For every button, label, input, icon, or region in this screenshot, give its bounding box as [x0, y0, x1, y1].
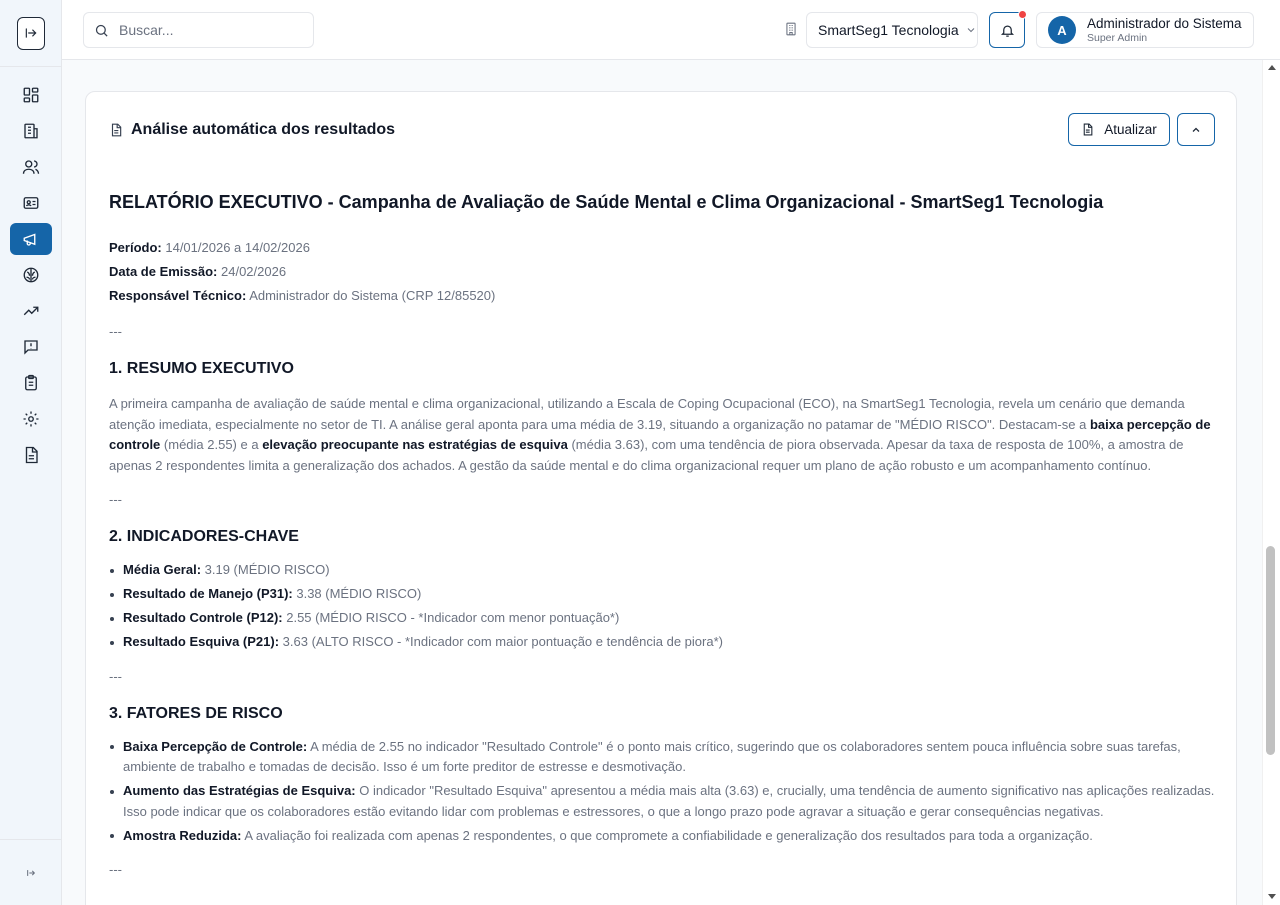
message-alert-icon [22, 338, 40, 356]
analysis-card [85, 91, 1237, 905]
item-label: Resultado Esquiva (P21): [123, 634, 280, 649]
text-run: (média 2.55) e a [160, 437, 263, 452]
item-label: Média Geral: [123, 562, 202, 577]
chevron-down-icon [965, 24, 977, 36]
summary-paragraph [109, 394, 1215, 476]
sidebar-expand-button[interactable] [17, 17, 45, 50]
sidebar-item-companies[interactable] [10, 115, 52, 147]
building-icon [784, 21, 798, 37]
list-item [109, 632, 1215, 653]
item-text: A média de 2.55 no indicador "Resultado Controle" é o ponto mais crítico, sugerindo que os colaboradores sentem pouca influência sobre suas tarefas, ambiente de trabalho e tomadas de decisão. Isso é um forte preditor de estresse e desmotivação. [123, 738, 1181, 774]
company-name: SmartSeg1 Tecnologia [818, 22, 959, 38]
meta-technical-lead [109, 284, 1215, 308]
indicators-list [109, 560, 1215, 653]
list-item [109, 608, 1215, 629]
search-box[interactable] [83, 12, 314, 48]
emphasis: elevação preocupante nas estratégias de esquiva [262, 437, 568, 452]
chevron-up-icon [1190, 124, 1202, 136]
meta-value: 14/01/2026 a 14/02/2026 [165, 240, 310, 255]
sidebar-item-complaints[interactable] [10, 331, 52, 363]
collapse-button[interactable] [1177, 113, 1215, 146]
report-content [109, 189, 1215, 880]
item-text: O indicador "Resultado Esquiva" apresentou a média mais alta (3.63) e, crucially, uma tendência de aumento significativo nas aplicações realizadas. Isso pode indicar que os colaboradores estão evitando lidar com problemas e estressores, o que a longo prazo pode agravar a situação e gerar consequências negativas. [123, 783, 1215, 819]
search-input[interactable] [119, 22, 299, 38]
sidebar-header [0, 0, 61, 67]
file-text-icon [22, 446, 40, 464]
item-label: Resultado de Manejo (P31): [123, 586, 293, 601]
meta-label: Data de Emissão: [109, 264, 218, 279]
meta-issue-date [109, 260, 1215, 284]
separator: --- [109, 668, 122, 684]
main-content [62, 60, 1262, 905]
item-text: 2.55 (MÉDIO RISCO - *Indicador com menor pontuação*) [282, 610, 620, 625]
report-title: RELATÓRIO EXECUTIVO - Campanha de Avaliação de Saúde Mental e Clima Organizacional - SmartSeg1 Tecnologia [109, 192, 1104, 212]
item-label: Aumento das Estratégias de Esquiva: [123, 783, 356, 798]
list-item [109, 781, 1215, 822]
meta-label: Responsável Técnico: [109, 288, 247, 303]
trending-up-icon [22, 302, 40, 320]
file-text-icon [1081, 122, 1094, 137]
item-label: Baixa Percepção de Controle: [123, 738, 308, 754]
sidebar [0, 0, 62, 905]
user-name: Administrador do Sistema [1087, 15, 1242, 31]
update-button-label: Atualizar [1104, 122, 1157, 137]
item-text: 3.38 (MÉDIO RISCO) [292, 586, 422, 601]
notification-dot [1018, 10, 1027, 19]
dashboard-icon [22, 86, 40, 104]
meta-value: 24/02/2026 [221, 264, 287, 279]
sidebar-item-users[interactable] [10, 151, 52, 183]
section-title: 1. RESUMO EXECUTIVO [109, 360, 294, 377]
company-selector[interactable] [806, 12, 978, 48]
meta-value: Administrador do Sistema (CRP 12/85520) [249, 288, 496, 303]
sidebar-item-mental-health[interactable] [10, 259, 52, 291]
avatar: A [1048, 16, 1076, 44]
logout-icon[interactable] [26, 868, 36, 878]
settings-icon [22, 410, 40, 428]
update-button[interactable] [1068, 113, 1170, 146]
separator: --- [109, 324, 122, 339]
list-item [109, 737, 1215, 778]
user-role: Super Admin [1087, 32, 1148, 44]
sidebar-nav [0, 79, 62, 475]
scroll-down-arrow[interactable] [1268, 894, 1276, 899]
emphasis: baixa percepção de controle [109, 416, 1211, 452]
sidebar-item-dashboard[interactable] [10, 79, 52, 111]
text-run: (média 3.63), com uma tendência de piora observada. Apesar da taxa de resposta de 100%, a amostra de apenas 2 respondentes limita a generalização dos achados. A gestão da saúde mental e do clima organizacional requer um plano de ação robusto e um acompanhamento contínuo. [109, 437, 1184, 473]
users-icon [22, 158, 40, 176]
item-text: 3.63 (ALTO RISCO - *Indicador com maior pontuação e tendência de piora*) [279, 634, 723, 649]
item-text: A avaliação foi realizada com apenas 2 respondentes, o que compromete a confiabilidade e generalização dos resultados para toda a organização. [241, 827, 1093, 843]
separator: --- [109, 492, 122, 507]
sidebar-item-employees[interactable] [10, 187, 52, 219]
item-text: 3.19 (MÉDIO RISCO) [201, 562, 330, 577]
sidebar-item-trends[interactable] [10, 295, 52, 327]
search-icon [94, 23, 109, 38]
scrollbar[interactable] [1262, 60, 1280, 905]
item-label: Resultado Controle (P12): [123, 610, 283, 625]
sidebar-item-settings[interactable] [10, 403, 52, 435]
scroll-up-arrow[interactable] [1268, 65, 1276, 70]
scroll-thumb[interactable] [1266, 546, 1275, 755]
top-header [62, 0, 1280, 60]
separator: --- [109, 862, 122, 877]
meta-period [109, 236, 1215, 260]
megaphone-icon [22, 230, 40, 248]
panel-expand-icon [24, 26, 38, 40]
risk-factors-list [109, 737, 1215, 847]
text-run: A primeira campanha de avaliação de saúde mental e clima organizacional, utilizando a Escala de Coping Ocupacional (ECO), na SmartSeg1 Tecnologia, revela um cenário que demanda atenção imediata, especialmente no setor de TI. A análise geral aponta para uma média de 3.19, situando a organização no patamar de "MÉDIO RISCO". Destacam-se a [109, 396, 1185, 432]
sidebar-item-questionnaires[interactable] [10, 367, 52, 399]
company-building-icon [784, 21, 798, 42]
meta-label: Período: [109, 240, 162, 255]
list-item [109, 826, 1215, 847]
sidebar-item-campaigns[interactable] [10, 223, 52, 255]
clipboard-icon [22, 374, 40, 392]
bell-icon [1000, 23, 1015, 38]
brain-icon [22, 266, 40, 284]
sidebar-item-reports[interactable] [10, 439, 52, 471]
list-item [109, 560, 1215, 581]
id-card-icon [22, 194, 40, 212]
section-title: 3. FATORES DE RISCO [109, 704, 283, 722]
report-meta [109, 236, 1215, 308]
building-icon [22, 122, 40, 140]
user-menu[interactable] [1036, 12, 1254, 48]
notifications-button[interactable] [989, 12, 1025, 48]
list-item [109, 584, 1215, 605]
section-title: 2. INDICADORES-CHAVE [109, 528, 299, 545]
card-title: Análise automática dos resultados [131, 121, 396, 138]
item-label: Amostra Reduzida: [123, 827, 242, 843]
file-text-icon [109, 122, 123, 138]
sidebar-footer [0, 839, 62, 905]
